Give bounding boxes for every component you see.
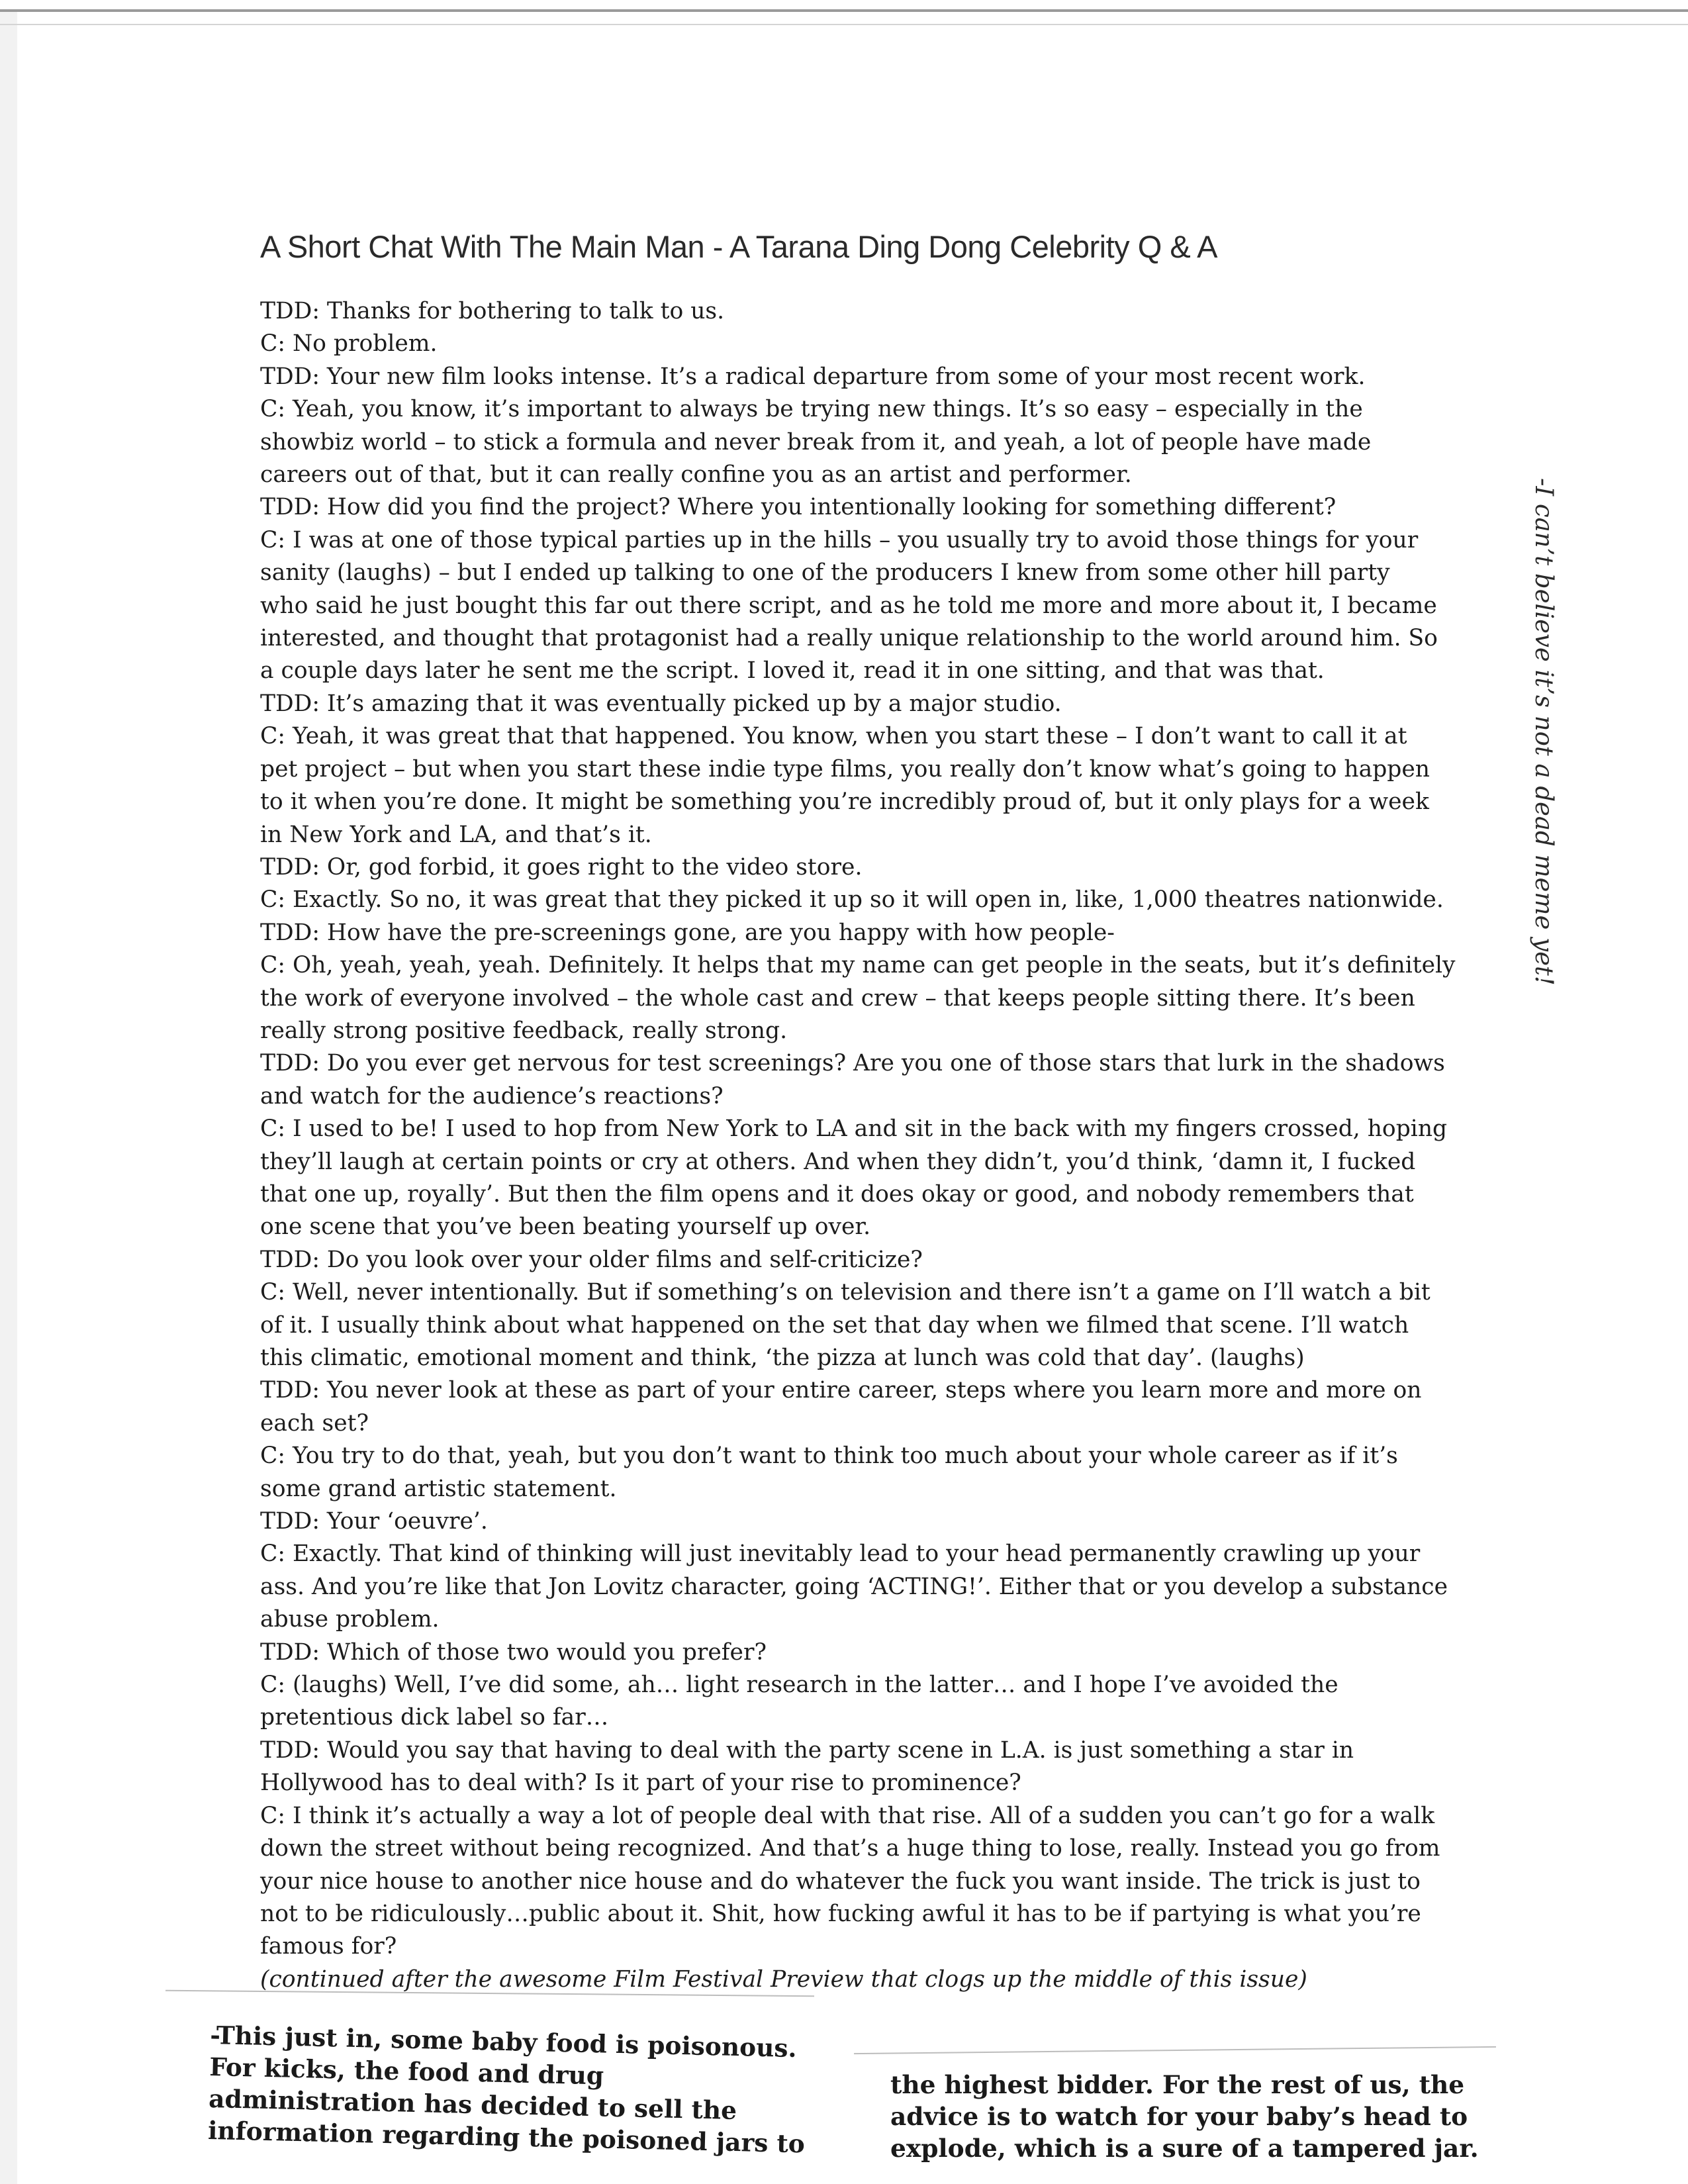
interview-line: C: Yeah, you know, it’s important to always be trying new things. It’s so easy – especially in the xyxy=(260,396,1363,423)
news-clipping-right xyxy=(890,2069,1486,2164)
interview-line: a couple days later he sent me the script. I loved it, read it in one sitting, and that was that. xyxy=(260,657,1325,685)
interview-line: C: You try to do that, yeah, but you don’t want to think too much about your whole career as if it’s xyxy=(260,1443,1398,1470)
interview-line: that one up, royally’. But then the film opens and it does okay or good, and nobody remembers that xyxy=(260,1180,1414,1208)
interview-line: famous for? xyxy=(260,1933,397,1960)
interview-line: TDD: Do you look over your older films and self-criticize? xyxy=(260,1246,923,1273)
interview-line: who said he just bought this far out there script, and as he told me more and more about it, I became xyxy=(260,592,1437,619)
interview-line: C: I was at one of those typical parties up in the hills – you usually try to avoid those things for your xyxy=(260,526,1419,553)
interview-line: C: Exactly. So no, it was great that they picked it up so it will open in, like, 1,000 theatres nationwide. xyxy=(260,886,1444,914)
interview-line: C: (laughs) Well, I’ve did some, ah… light research in the latter… and I hope I’ve avoided the xyxy=(260,1672,1338,1699)
interview-line: this climatic, emotional moment and think, ‘the pizza at lunch was cold that day’. (laughs) xyxy=(260,1345,1305,1371)
interview-line: really strong positive feedback, really strong. xyxy=(260,1017,788,1044)
clipping-line: the highest bidder. For the rest of us, the xyxy=(890,2070,1465,2099)
interview-line: Hollywood has to deal with? Is it part of your rise to prominence? xyxy=(260,1770,1021,1797)
interview-line: pretentious dick label so far… xyxy=(260,1704,609,1731)
interview-line: down the street without being recognized. And that’s a huge thing to lose, really. Instead you go from xyxy=(260,1835,1440,1862)
scan-top-edge xyxy=(0,9,1688,12)
clipping-line: explode, which is a sure of a tampered jar. xyxy=(890,2134,1479,2163)
interview-line: pet project – but when you start these indie type films, you really don’t know what’s going to happen xyxy=(260,755,1430,783)
interview-line: ass. And you’re like that Jon Lovitz character, going ‘ACTING!’. Either that or you develop a substance xyxy=(260,1573,1448,1600)
interview-line: C: Exactly. That kind of thinking will just inevitably lead to your head permanently crawling up your xyxy=(260,1541,1421,1568)
interview-line: C: Yeah, it was great that that happened. You know, when you start these – I don’t want to call it at xyxy=(260,723,1407,750)
interview-line: not to be ridiculously…public about it. Shit, how fucking awful it has to be if partying is what you’re xyxy=(260,1900,1421,1927)
interview-line: C: I used to be! I used to hop from New York to LA and sit in the back with my fingers crossed, hoping xyxy=(260,1116,1448,1143)
interview-line: the work of everyone involved – the whole cast and crew – that keeps people sitting there. It’s been xyxy=(260,984,1415,1012)
interview-line: interested, and thought that protagonist had a really unique relationship to the world around him. So xyxy=(260,625,1438,652)
side-note xyxy=(1519,478,1558,986)
interview-line: TDD: Which of those two would you prefer? xyxy=(260,1638,767,1666)
scan-top-edge-shadow xyxy=(0,24,1688,25)
scan-left-edge xyxy=(0,9,17,2184)
interview-line: careers out of that, but it can really confine you as an artist and performer. xyxy=(260,461,1132,489)
interview-line: TDD: Do you ever get nervous for test screenings? Are you one of those stars that lurk in the shadows xyxy=(260,1050,1445,1077)
interview-line: TDD: How did you find the project? Where you intentionally looking for something different? xyxy=(260,494,1336,521)
clipping-line: For kicks, the food and drug xyxy=(209,2052,604,2091)
interview-line: TDD: You never look at these as part of your entire career, steps where you learn more and more on xyxy=(260,1377,1422,1404)
interview-line: C: Oh, yeah, yeah, yeah. Definitely. It helps that my name can get people in the seats, but it’s definitely xyxy=(260,952,1456,979)
continued-note: (continued after the awesome Film Festival Preview that clogs up the middle of this issue) xyxy=(260,1966,1307,1993)
clipping-line: -This just in, some baby food is poisonous. xyxy=(209,2020,798,2064)
interview-line: each set? xyxy=(260,1409,369,1437)
interview-line: TDD: Or, god forbid, it goes right to the video store. xyxy=(260,853,863,880)
interview-line: TDD: How have the pre-screenings gone, are you happy with how people- xyxy=(260,919,1115,946)
interview-line: TDD: It’s amazing that it was eventually picked up by a major studio. xyxy=(260,690,1062,717)
news-clipping-left xyxy=(207,2019,806,2159)
interview-line: TDD: Thanks for bothering to talk to us. xyxy=(260,298,725,324)
clipping-edge-right xyxy=(854,2046,1496,2054)
interview-line: TDD: Would you say that having to deal with the party scene in L.A. is just something a star in xyxy=(260,1736,1354,1764)
interview-line: TDD: Your ‘oeuvre’. xyxy=(260,1508,488,1535)
clipping-line: administration has decided to sell the xyxy=(208,2083,737,2126)
interview-line: one scene that you’ve been beating yourself up over. xyxy=(260,1213,871,1241)
interview-line: C: Well, never intentionally. But if something’s on television and there isn’t a game on I’ll watch a bit xyxy=(260,1279,1430,1306)
interview-line: C: I think it’s actually a way a lot of people deal with that rise. All of a sudden you can’t go for a walk xyxy=(260,1802,1435,1829)
interview-line: C: No problem. xyxy=(260,330,438,357)
interview-line: showbiz world – to stick a formula and never break from it, and yeah, a lot of people have made xyxy=(260,428,1372,455)
interview-line: in New York and LA, and that’s it. xyxy=(260,821,652,848)
page-title: A Short Chat With The Main Man - A Tarana Ding Dong Celebrity Q & A xyxy=(260,229,1217,264)
interview-body xyxy=(260,295,1456,1996)
interview-line: some grand artistic statement. xyxy=(260,1475,617,1502)
side-note-text: -I can’t believe it’s not a dead meme yet! xyxy=(1530,478,1558,986)
interview-line: they’ll laugh at certain points or cry at others. And when they didn’t, you’d think, ‘damn it, I fucked xyxy=(260,1148,1416,1175)
clipping-line: information regarding the poisoned jars to xyxy=(207,2115,806,2159)
interview-line: your nice house to another nice house and do whatever the fuck you want inside. The trick is just to xyxy=(260,1868,1421,1895)
clipping-line: advice is to watch for your baby’s head to xyxy=(890,2102,1468,2131)
interview-line: and watch for the audience’s reactions? xyxy=(260,1082,724,1110)
interview-line: sanity (laughs) – but I ended up talking to one of the producers I knew from some other hill party xyxy=(260,559,1390,587)
interview-line: abuse problem. xyxy=(260,1606,440,1633)
interview-line: of it. I usually think about what happened on the set that day when we filmed that scene. I’ll watch xyxy=(260,1311,1409,1339)
interview-line: TDD: Your new film looks intense. It’s a radical departure from some of your most recent work. xyxy=(260,363,1366,390)
interview-line: to it when you’re done. It might be something you’re incredibly proud of, but it only plays for a week xyxy=(260,788,1429,816)
